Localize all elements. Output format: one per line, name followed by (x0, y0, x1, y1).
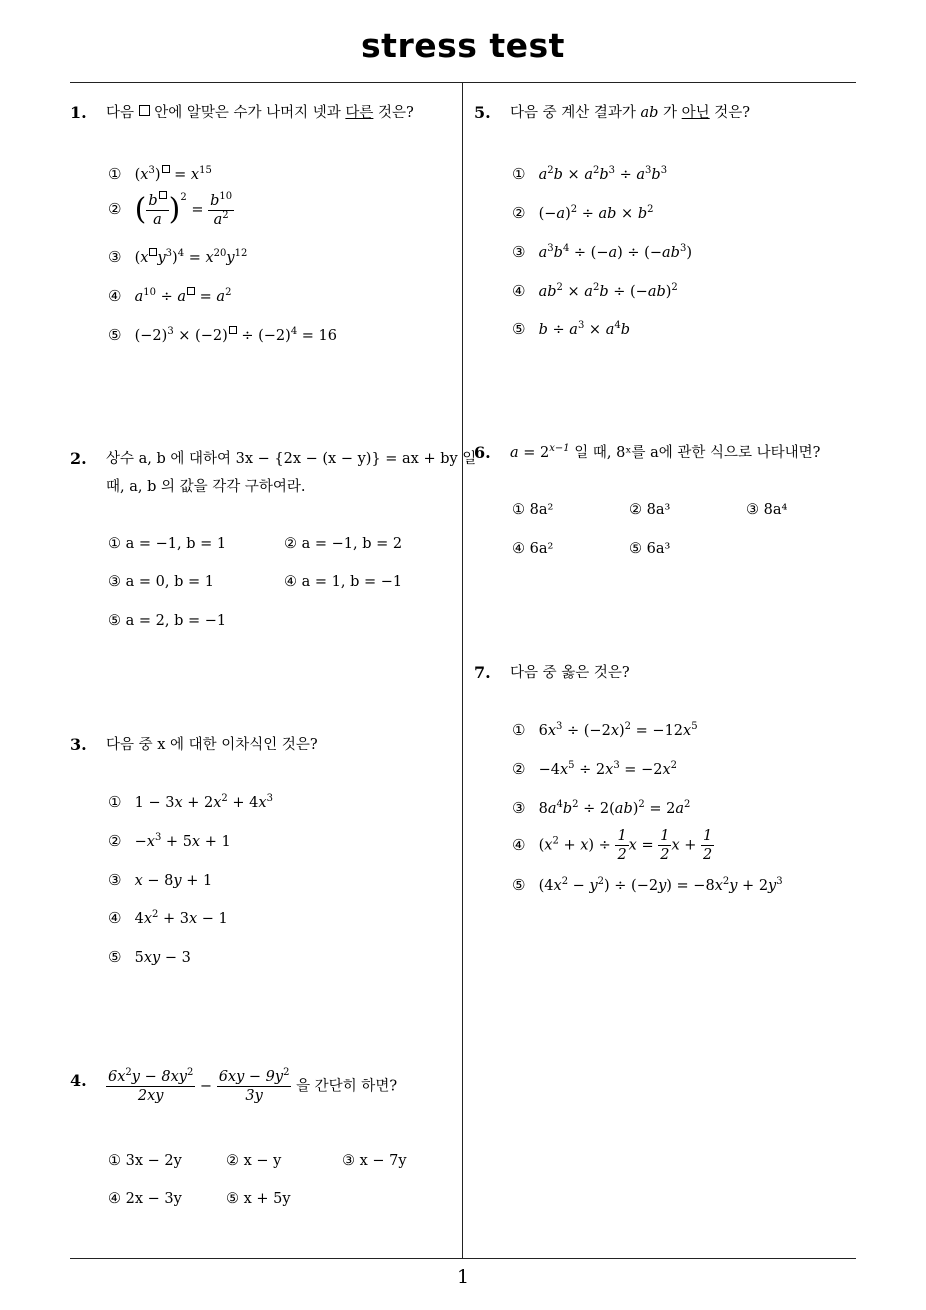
problem-number: 3. (70, 735, 87, 754)
problem-text: 다음 안에 알맞은 수가 나머지 넷과 다른 것은? (106, 105, 414, 121)
option-6-2[interactable]: ② 8a³ (629, 502, 671, 518)
option-5-3[interactable]: ③ $a^3b^4 \div (-a) \div (-ab^3)$ (512, 243, 692, 261)
option-3-2[interactable]: ② $-x^3 + 5x + 1$ (108, 832, 231, 850)
problem-text-line-2: 때, a, b 의 값을 각각 구하여라. (106, 479, 306, 495)
problem-text: 다음 중 계산 결과가 ab 가 아닌 것은? (510, 105, 751, 121)
problem-number: 1. (70, 103, 87, 122)
option-6-5[interactable]: ⑤ 6a³ (629, 541, 671, 557)
column-divider (462, 83, 463, 1259)
option-7-5[interactable]: ⑤ $(4x^2 - y^2) \div (-2y) = -8x^2y + 2y^3$ (512, 876, 783, 894)
option-2-5[interactable]: ⑤ a = 2, b = −1 (108, 613, 227, 629)
option-7-4[interactable]: ④ $(x^2 + x)$ ÷ $\frac{1}{2}$ x = $\frac{1}{2}$ x + $\frac{1}{2}$ (512, 828, 713, 863)
option-4-2[interactable]: ② x − y (226, 1153, 282, 1169)
problem-2 (70, 444, 477, 508)
problem-text: 다음 중 x 에 대한 이차식인 것은? (106, 737, 318, 753)
option-4-4[interactable]: ④ 2x − 3y (108, 1191, 182, 1207)
option-5-2[interactable]: ② $(-a)^2$ ÷ ab × $b^2$ (512, 204, 654, 222)
problem-number: 5. (474, 103, 491, 122)
option-6-1[interactable]: ① 8a² (512, 502, 554, 518)
problem-number: 4. (70, 1071, 87, 1090)
page-title: stress test (361, 26, 565, 65)
option-4-5[interactable]: ⑤ x + 5y (226, 1191, 291, 1207)
problem-text-line-1: 상수 a, b 에 대하여 3x − {2x − (x − y)} = ax + by 일 (106, 451, 477, 467)
option-1-4[interactable]: ④ $a^{10} \div a = a^2$ (108, 287, 232, 305)
option-4-1[interactable]: ① 3x − 2y (108, 1153, 182, 1169)
problem-text: 다음 중 옳은 것은? (510, 665, 630, 681)
option-2-1[interactable]: ① a = −1, b = 1 (108, 536, 227, 552)
footer-rule (70, 1258, 856, 1259)
underlined-word: 다른 (345, 105, 374, 121)
problem-text: $\frac{6x^2y - 8xy^2}{2xy}$ − $\frac{6xy - 9y^2}{3y}$ 을 간단히 하면? (108, 1067, 398, 1104)
problem-number: 6. (474, 443, 491, 462)
option-6-3[interactable]: ③ 8a⁴ (746, 502, 788, 518)
problem-number: 2. (70, 449, 87, 468)
problem-number: 7. (474, 663, 491, 682)
option-3-4[interactable]: ④ $4x^2 + 3x - 1$ (108, 909, 228, 927)
problem-text: $a = 2^{x-1}$ 일 때, 8ˣ를 a에 관한 식으로 나타내면? (510, 443, 821, 461)
option-5-4[interactable]: ④ $ab^2 \times a^2b \div (-ab)^2$ (512, 282, 678, 300)
header-rule (70, 82, 856, 83)
option-3-3[interactable]: ③ x − 8y + 1 (108, 871, 213, 889)
option-2-3[interactable]: ③ a = 0, b = 1 (108, 574, 214, 590)
option-7-3[interactable]: ③ $8a^4b^2 \div 2(ab)^2 = 2a^2$ (512, 799, 691, 817)
option-1-5[interactable]: ⑤ $(-2)^3 \times (-2) \div (-2)^4 = 16$ (108, 326, 338, 344)
option-5-1[interactable]: ① $a^2b \times a^2b^3 \div a^3b^3$ (512, 165, 668, 183)
option-2-4[interactable]: ④ a = 1, b = −1 (284, 574, 403, 590)
option-2-2[interactable]: ② a = −1, b = 2 (284, 536, 403, 552)
underlined-word: 아닌 (681, 105, 710, 121)
option-3-1[interactable]: ① $1 - 3x + 2x^2 + 4x^3$ (108, 793, 273, 811)
option-1-2[interactable]: ② ( $\frac{b}{a}$ )$^2$ = $\frac{b^{10}}{a^2}$ (108, 190, 233, 228)
option-1-1[interactable]: ① $(x^3) = x^{15}$ (108, 165, 212, 183)
option-3-5[interactable]: ⑤ 5xy − 3 (108, 948, 191, 966)
option-4-3[interactable]: ③ x − 7y (342, 1153, 407, 1169)
option-6-4[interactable]: ④ 6a² (512, 541, 554, 557)
option-1-3[interactable]: ③ (x $y^3)^4 = x^{20}y^{12}$ (108, 248, 248, 266)
option-5-5[interactable]: ⑤ $b \div a^3 \times a^4b$ (512, 320, 631, 338)
page-number: 1 (456, 1266, 470, 1288)
option-7-2[interactable]: ② $-4x^5 \div 2x^3 = -2x^2$ (512, 760, 678, 778)
blank-box-icon (139, 105, 150, 116)
option-7-1[interactable]: ① $6x^3 \div (-2x)^2 = -12x^5$ (512, 721, 698, 739)
